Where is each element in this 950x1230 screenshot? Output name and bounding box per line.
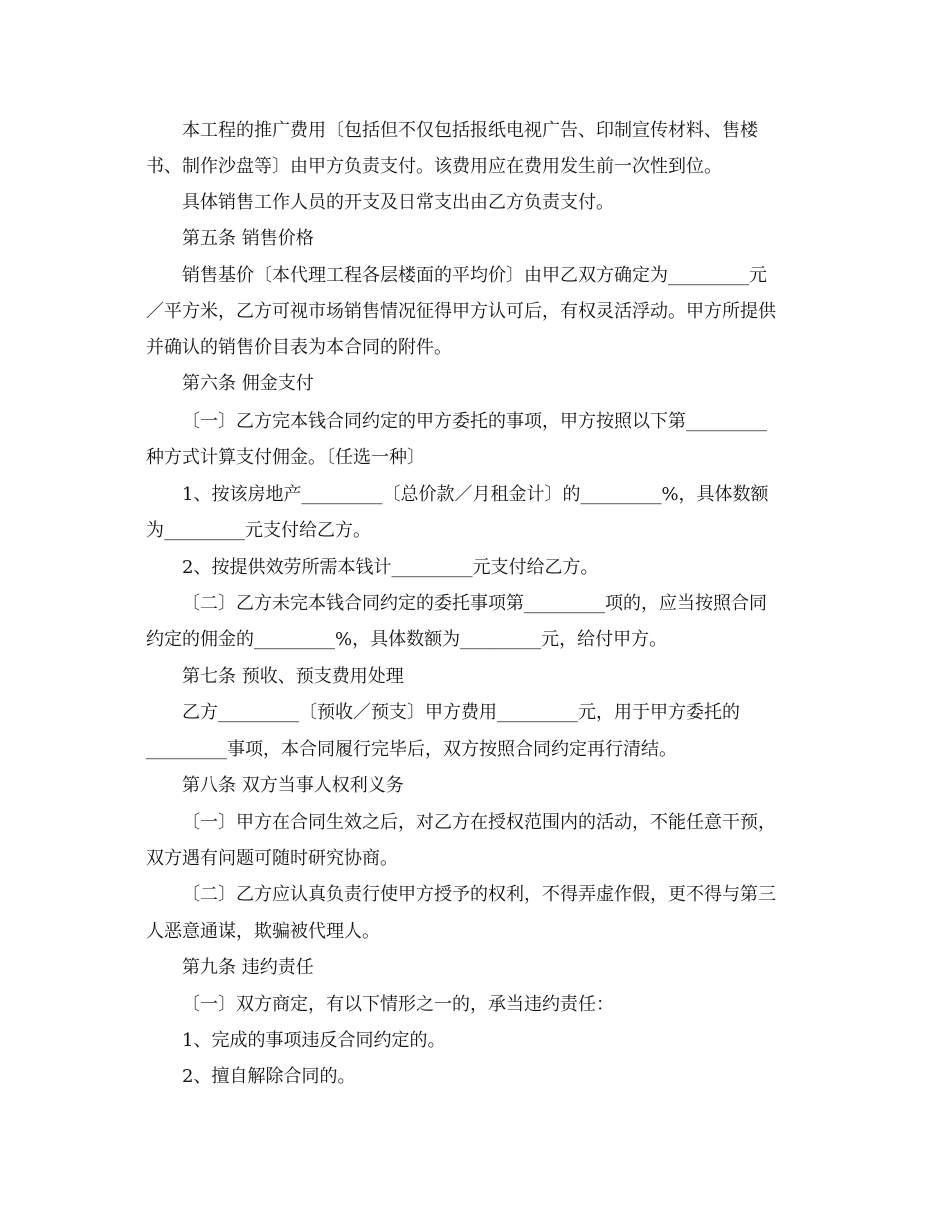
paragraph-commission-1: 〔一〕乙方完本钱合同约定的甲方委托的事项，甲方按照以下第_________ bbox=[182, 411, 767, 432]
heading-article-9: 第九条 违约责任 bbox=[182, 957, 314, 978]
heading-article-7: 第七条 预收、预支费用处理 bbox=[182, 666, 404, 687]
heading-article-5: 第五条 销售价格 bbox=[182, 228, 314, 249]
paragraph-promotion-fees: 本工程的推广费用〔包括但不仅包括报纸电视广告、印制宣传材料、售楼 bbox=[182, 120, 758, 141]
paragraph-commission-2: 〔二〕乙方未完本钱合同约定的委托事项第_________项的，应当按照合同 bbox=[182, 593, 767, 614]
heading-article-6: 第六条 佣金支付 bbox=[182, 373, 314, 394]
paragraph-rights-1-cont: 双方遇有问题可随时研究协商。 bbox=[146, 848, 398, 869]
paragraph-commission-option-2: 2、按提供效劳所需本钱计_________元支付给乙方。 bbox=[182, 557, 599, 578]
paragraph-breach-item-1: 1、完成的事项违反合同约定的。 bbox=[182, 1030, 446, 1051]
heading-article-8: 第八条 双方当事人权利义务 bbox=[182, 775, 404, 796]
paragraph-advance-fees: 乙方_________〔预收／预支〕甲方费用_________元，用于甲方委托的 bbox=[182, 702, 740, 723]
paragraph-commission-1-cont: 种方式计算支付佣金。〔任选一种〕 bbox=[146, 447, 425, 468]
paragraph-promotion-fees-cont: 书、制作沙盘等〕由甲方负责支付。该费用应在费用发生前一次性到位。 bbox=[146, 156, 722, 177]
paragraph-base-price-cont-1: ／平方米，乙方可视市场销售情况征得甲方认可后，有权灵活浮动。甲方所提供 bbox=[146, 301, 776, 322]
paragraph-breach-item-2: 2、擅自解除合同的。 bbox=[182, 1066, 356, 1087]
paragraph-commission-2-cont: 约定的佣金的_________%，具体数额为_________元，给付甲方。 bbox=[146, 629, 668, 650]
paragraph-base-price-cont-2: 并确认的销售价目表为本合同的附件。 bbox=[146, 337, 452, 358]
paragraph-breach-1: 〔一〕双方商定，有以下情形之一的，承当违约责任： bbox=[182, 994, 614, 1015]
paragraph-advance-fees-cont: _________事项，本合同履行完毕后，双方按照合同约定再行清结。 bbox=[146, 739, 677, 760]
paragraph-sales-staff-costs: 具体销售工作人员的开支及日常支出由乙方负责支付。 bbox=[182, 192, 614, 213]
paragraph-rights-2-cont: 人恶意通谋，欺骗被代理人。 bbox=[146, 921, 380, 942]
paragraph-rights-2: 〔二〕乙方应认真负责行使甲方授予的权利，不得弄虚作假，更不得与第三 bbox=[182, 884, 776, 905]
paragraph-base-price: 销售基价〔本代理工程各层楼面的平均价〕由甲乙双方确定为_________元 bbox=[182, 265, 767, 286]
paragraph-commission-option-1: 1、按该房地产_________〔总价款／月租金计〕的_________%，具体数额 bbox=[182, 484, 769, 505]
paragraph-commission-option-1-cont: 为_________元支付给乙方。 bbox=[146, 520, 371, 541]
paragraph-rights-1: 〔一〕甲方在合同生效之后，对乙方在授权范围内的活动，不能任意干预， bbox=[182, 812, 776, 833]
